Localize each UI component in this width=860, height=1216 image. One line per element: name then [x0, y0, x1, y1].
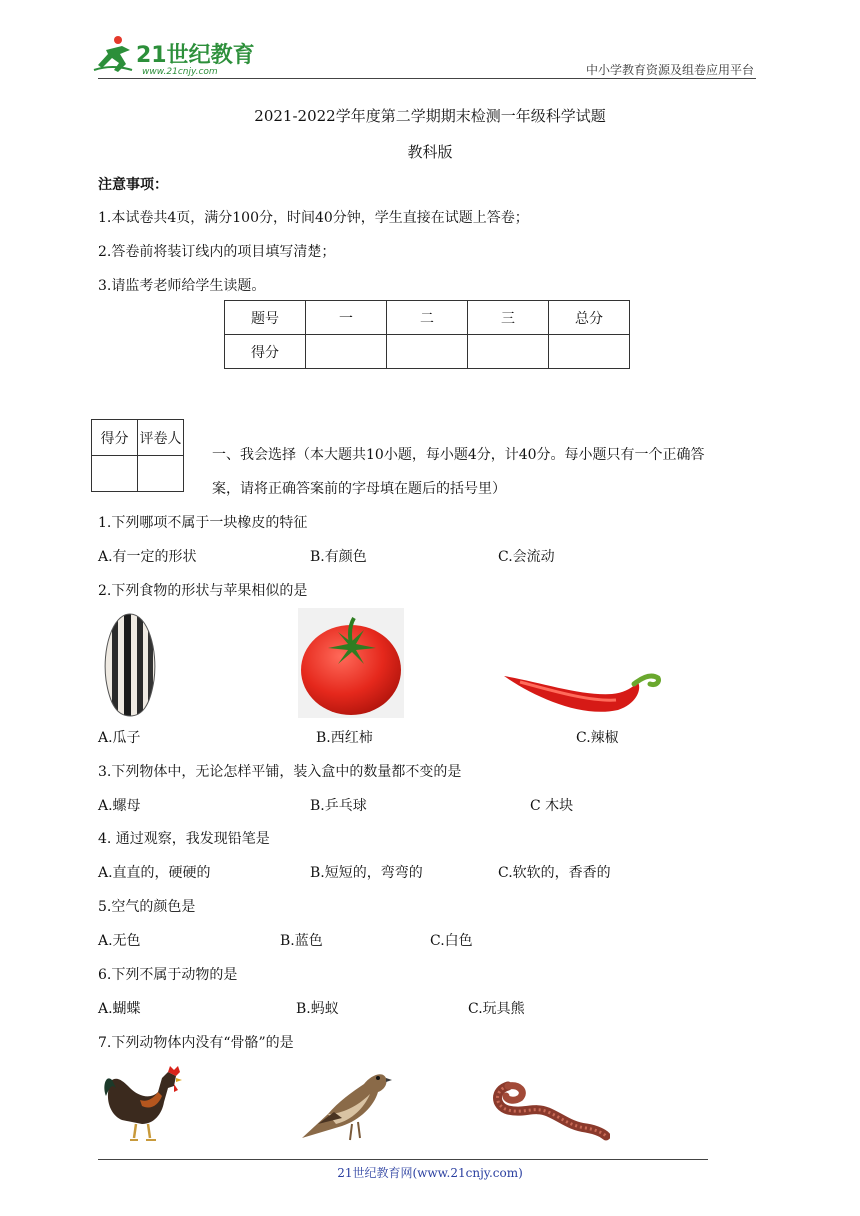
- option-b: B.西红柿: [316, 730, 373, 746]
- option-b: B.乒乓球: [310, 798, 367, 814]
- sparrow-image: [298, 1062, 392, 1144]
- option-c: C 木块: [530, 798, 574, 814]
- table-row: [92, 456, 184, 492]
- section-heading-cont: 案，请将正确答案前的字母填在题后的括号里）: [212, 481, 506, 497]
- runner-icon: [94, 36, 132, 72]
- option-c: C.辣椒: [576, 730, 619, 746]
- tomato-image: [298, 608, 404, 718]
- question-6: 6.下列不属于动物的是: [98, 967, 238, 983]
- option-c: C.软软的，香香的: [498, 865, 611, 881]
- table-row: [225, 301, 630, 335]
- footer-divider: [98, 1159, 708, 1160]
- table-cell: 题号: [225, 301, 306, 335]
- option-b: B.蚂蚁: [296, 1001, 339, 1017]
- question-7: 7.下列动物体内没有“骨骼”的是: [98, 1035, 294, 1051]
- option-a: A.螺母: [98, 798, 141, 814]
- sunflower-seed-image: [100, 610, 160, 720]
- option-a: A.瓜子: [98, 730, 141, 746]
- table-cell: 二: [387, 301, 468, 335]
- question-3: 3.下列物体中，无论怎样平铺，装入盒中的数量都不变的是: [98, 764, 462, 780]
- option-b: B.短短的，弯弯的: [310, 865, 423, 881]
- section-heading: 一、我会选择（本大题共10小题，每小题4分，计40分。每小题只有一个正确答: [212, 447, 705, 463]
- score-input-cell[interactable]: [549, 335, 630, 369]
- table-cell: 得分: [92, 420, 138, 456]
- score-input-cell[interactable]: [387, 335, 468, 369]
- table-row: [225, 335, 630, 369]
- table-row: [92, 420, 184, 456]
- option-a: A.无色: [98, 933, 141, 949]
- table-cell: 总分: [549, 301, 630, 335]
- logo-url: www.21cnjy.com: [142, 67, 218, 77]
- footer-link[interactable]: 21世纪教育网(www.21cnjy.com): [337, 1166, 523, 1180]
- option-b: B.有颜色: [310, 549, 367, 565]
- chili-pepper-image: [500, 660, 666, 718]
- option-a: A.蝴蝶: [98, 1001, 141, 1017]
- table-cell: 三: [468, 301, 549, 335]
- notes-heading: 注意事项：: [98, 177, 168, 193]
- score-input-cell[interactable]: [92, 456, 138, 492]
- page-title: 2021-2022学年度第二学期期末检测一年级科学试题: [254, 107, 606, 125]
- header-divider: [98, 78, 756, 79]
- table-cell: 一: [306, 301, 387, 335]
- logo-name: 21世纪教育: [136, 43, 255, 68]
- option-c: C.玩具熊: [468, 1001, 525, 1017]
- grader-input-cell[interactable]: [138, 456, 184, 492]
- question-2: 2.下列食物的形状与苹果相似的是: [98, 583, 308, 599]
- rooster-image: [102, 1066, 186, 1144]
- option-c: C.白色: [430, 933, 473, 949]
- note-item: 1.本试卷共4页，满分100分，时间40分钟，学生直接在试题上答卷；: [98, 210, 529, 226]
- table-cell: 得分: [225, 335, 306, 369]
- score-input-cell[interactable]: [306, 335, 387, 369]
- score-input-cell[interactable]: [468, 335, 549, 369]
- grader-table: [91, 419, 184, 492]
- note-item: 2.答卷前将装订线内的项目填写清楚；: [98, 244, 336, 260]
- score-table: [224, 300, 630, 369]
- question-4: 4. 通过观察，我发现铅笔是: [98, 831, 270, 847]
- header-platform-text: 中小学教育资源及组卷应用平台: [585, 63, 754, 77]
- option-a: A.有一定的形状: [98, 549, 197, 565]
- page-subtitle: 教科版: [407, 143, 453, 161]
- earthworm-image: [490, 1076, 610, 1142]
- note-item: 3.请监考老师给学生读题。: [98, 278, 266, 294]
- option-c: C.会流动: [498, 549, 555, 565]
- question-5: 5.空气的颜色是: [98, 899, 196, 915]
- site-logo: [92, 34, 257, 78]
- table-cell: 评卷人: [138, 420, 184, 456]
- option-b: B.蓝色: [280, 933, 323, 949]
- option-a: A.直直的，硬硬的: [98, 865, 211, 881]
- question-1: 1.下列哪项不属于一块橡皮的特征: [98, 515, 308, 531]
